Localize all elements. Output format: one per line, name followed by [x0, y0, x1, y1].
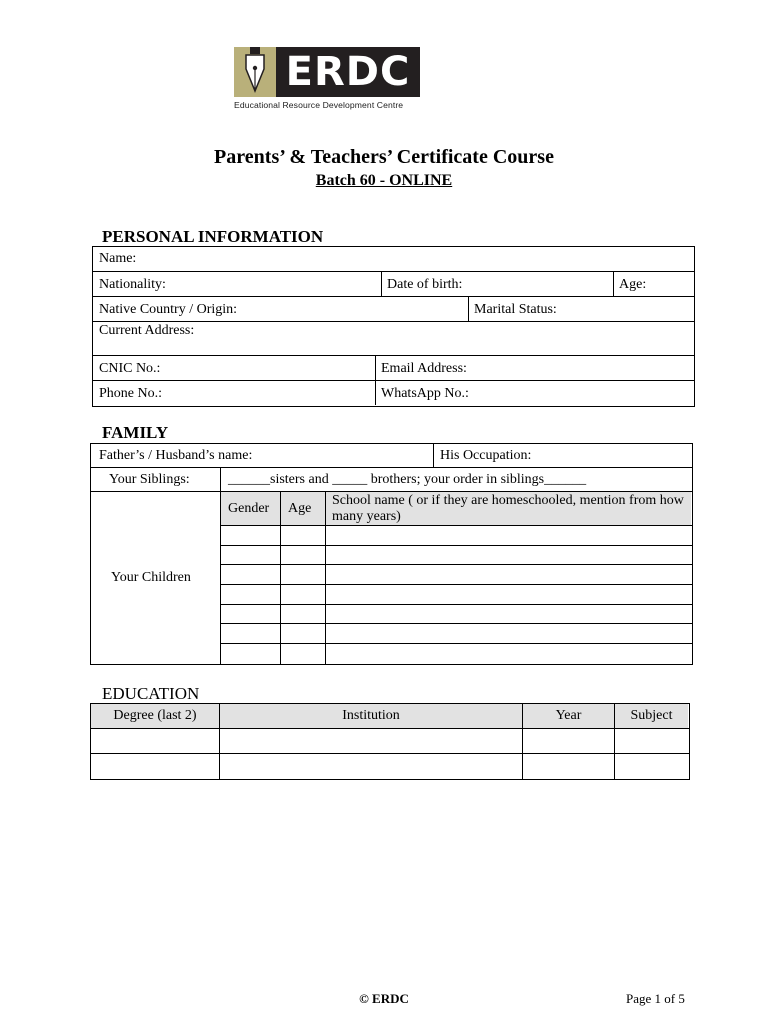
- occupation-field[interactable]: His Occupation:: [440, 448, 532, 463]
- pen-nib-icon: [234, 47, 276, 97]
- family-heading: FAMILY: [102, 423, 169, 442]
- logo-wordmark: ERDC: [276, 47, 420, 97]
- children-school-header: School name ( or if they are homeschooled, mention from how many years): [332, 493, 684, 524]
- nationality-field[interactable]: Nationality:: [99, 277, 166, 292]
- phone-field[interactable]: Phone No.:: [99, 386, 162, 401]
- siblings-label: Your Siblings:: [109, 472, 190, 487]
- name-field[interactable]: Name:: [99, 251, 137, 266]
- age-field[interactable]: Age:: [619, 277, 647, 292]
- erdc-logo: [234, 45, 420, 113]
- education-col-subject: Subject: [630, 708, 673, 723]
- date-of-birth-field[interactable]: Date of birth:: [387, 277, 463, 292]
- whatsapp-field[interactable]: WhatsApp No.:: [381, 386, 469, 401]
- personal-info-heading: PERSONAL INFORMATION: [102, 227, 324, 246]
- footer-copyright: © ERDC: [359, 991, 409, 1006]
- children-label: Your Children: [111, 570, 191, 585]
- father-husband-name-field[interactable]: Father’s / Husband’s name:: [99, 448, 253, 463]
- logo-tagline: Educational Resource Development Centre: [234, 100, 404, 110]
- education-col-degree: Degree (last 2): [113, 708, 197, 723]
- current-address-field[interactable]: Current Address:: [99, 323, 195, 338]
- siblings-field[interactable]: ______sisters and _____ brothers; your order in siblings______: [228, 472, 587, 487]
- children-age-header: Age: [288, 501, 312, 516]
- cnic-field[interactable]: CNIC No.:: [99, 361, 161, 376]
- email-field[interactable]: Email Address:: [381, 361, 467, 376]
- education-col-institution: Institution: [342, 708, 400, 723]
- native-country-field[interactable]: Native Country / Origin:: [99, 302, 238, 317]
- document-title: Parents’ & Teachers’ Certificate Course: [214, 146, 554, 168]
- education-heading: EDUCATION: [102, 684, 200, 703]
- document-subtitle: Batch 60 - ONLINE: [315, 172, 453, 189]
- marital-status-field[interactable]: Marital Status:: [474, 302, 557, 317]
- page-number: Page 1 of 5: [626, 991, 685, 1006]
- children-gender-header: Gender: [228, 501, 270, 516]
- education-col-year: Year: [555, 708, 582, 723]
